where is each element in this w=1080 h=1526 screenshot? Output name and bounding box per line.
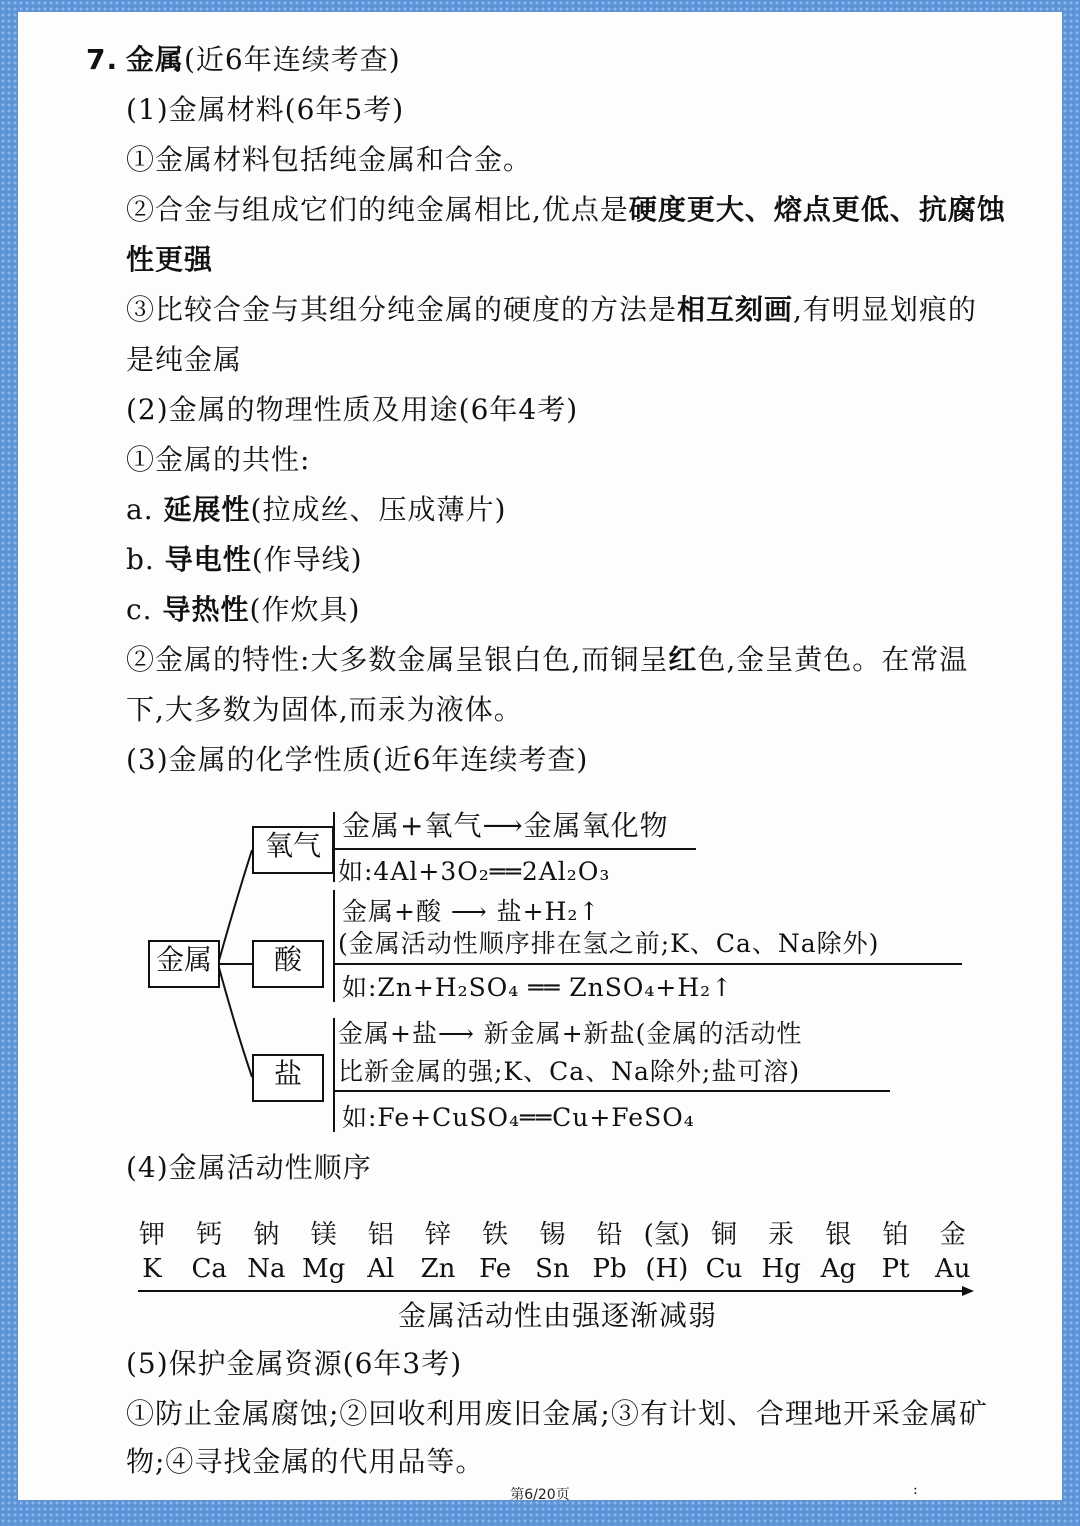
node-acid: 酸 <box>252 940 324 988</box>
activity-name-1: 钙 <box>196 1220 223 1250</box>
activity-name-0: 钾 <box>138 1220 165 1250</box>
activity-symbol-5: Zn <box>420 1254 456 1284</box>
node-metal: 金属 <box>148 940 220 988</box>
activity-name-14: 金 <box>939 1220 966 1250</box>
activity-symbol-0: K <box>142 1254 162 1284</box>
activity-symbol-1: Ca <box>191 1254 227 1284</box>
s2-b: b. 导电性(作导线) <box>126 543 363 576</box>
activity-symbol-7: Sn <box>535 1254 570 1284</box>
activity-name-12: 银 <box>825 1220 852 1250</box>
activity-symbol-13: Pt <box>881 1254 910 1284</box>
s5-heading: (5)保护金属资源(6年3考) <box>126 1347 463 1380</box>
s5-line2: 物;④寻找金属的代用品等。 <box>126 1445 485 1478</box>
s1-item2-text: ②合金与组成它们的纯金属相比,优点是 <box>126 193 629 226</box>
s2-a: a. 延展性(拉成丝、压成薄片) <box>126 493 507 526</box>
activity-symbol-6: Fe <box>479 1254 512 1284</box>
activity-name-3: 镁 <box>310 1220 337 1250</box>
activity-name-6: 铁 <box>482 1220 509 1250</box>
activity-name-13: 铂 <box>882 1220 909 1250</box>
footer-dots: : <box>913 1482 918 1498</box>
activity-name-8: 铅 <box>596 1220 623 1250</box>
salt-rule-1: 金属+盐⟶ 新金属+新盐(金属的活动性 <box>338 1019 803 1048</box>
activity-symbol-9: (H) <box>645 1254 689 1284</box>
s3-heading: (3)金属的化学性质(近6年连续考查) <box>126 743 589 776</box>
section-title: 金属 <box>126 43 185 76</box>
s2-item1: ①金属的共性: <box>126 443 311 476</box>
s1-item3-line2: 是纯金属 <box>126 343 243 376</box>
activity-symbol-10: Cu <box>705 1254 743 1284</box>
s2-c: c. 导热性(作炊具) <box>126 593 361 626</box>
activity-name-11: 汞 <box>768 1220 795 1250</box>
activity-name-7: 锡 <box>539 1220 566 1250</box>
s2-item2: ②金属的特性:大多数金属呈银白色,而铜呈红色,金呈黄色。在常温 <box>126 643 969 676</box>
node-oxygen: 氧气 <box>252 826 334 874</box>
s1-item3-bold: 相互刻画 <box>677 293 794 326</box>
ox-example: 如:4Al+3O₂══2Al₂O₃ <box>338 857 611 886</box>
node-salt: 盐 <box>252 1054 324 1102</box>
activity-symbol-14: Au <box>935 1254 971 1284</box>
s1-heading: (1)金属材料(6年5考) <box>126 93 405 126</box>
s2-item2-line2: 下,大多数为固体,而汞为液体。 <box>126 693 523 726</box>
s5-line1: ①防止金属腐蚀;②回收利用废旧金属;③有计划、合理地开采金属矿 <box>126 1397 988 1430</box>
acid-rule: 金属+酸 ⟶ 盐+H₂↑ <box>342 897 601 926</box>
activity-name-9: (氢) <box>643 1220 690 1250</box>
section-number: 7. <box>86 43 119 76</box>
activity-name-5: 锌 <box>424 1220 451 1250</box>
page-number: 第6/20页 <box>510 1487 570 1503</box>
activity-symbol-3: Mg <box>301 1254 346 1284</box>
s1-item3-post: ,有明显划痕的 <box>793 293 977 326</box>
s1-item2-bold: 硬度更大、熔点更低、抗腐蚀 <box>628 193 1006 226</box>
activity-symbol-11: Hg <box>761 1254 801 1284</box>
activity-symbol-8: Pb <box>592 1254 627 1284</box>
activity-name-2: 钠 <box>253 1220 280 1250</box>
s2-heading: (2)金属的物理性质及用途(6年4考) <box>126 393 579 426</box>
activity-symbol-4: Al <box>367 1254 395 1284</box>
acid-note: (金属活动性顺序排在氢之前;K、Ca、Na除外) <box>338 929 880 958</box>
activity-name-10: 铜 <box>710 1220 737 1250</box>
acid-example: 如:Zn+H₂SO₄ ══ ZnSO₄+H₂↑ <box>342 973 734 1002</box>
activity-symbol-12: Ag <box>820 1254 857 1284</box>
activity-symbol-2: Na <box>247 1254 286 1284</box>
s1-item1: ①金属材料包括纯金属和合金。 <box>126 143 533 176</box>
salt-example: 如:Fe+CuSO₄══Cu+FeSO₄ <box>342 1103 695 1132</box>
section-note: (近6年连续考查) <box>184 43 401 76</box>
s1-item3-text: ③比较合金与其组分纯金属的硬度的方法是 <box>126 293 678 326</box>
activity-arrow-label: 金属活动性由强逐渐减弱 <box>398 1299 718 1332</box>
salt-rule-2: 比新金属的强;K、Ca、Na除外;盐可溶) <box>338 1057 801 1086</box>
activity-name-4: 铝 <box>367 1220 394 1250</box>
ox-rule: 金属+氧气⟶金属氧化物 <box>342 809 669 842</box>
s4-heading: (4)金属活动性顺序 <box>126 1151 372 1184</box>
s1-item2-line2: 性更强 <box>126 243 214 276</box>
